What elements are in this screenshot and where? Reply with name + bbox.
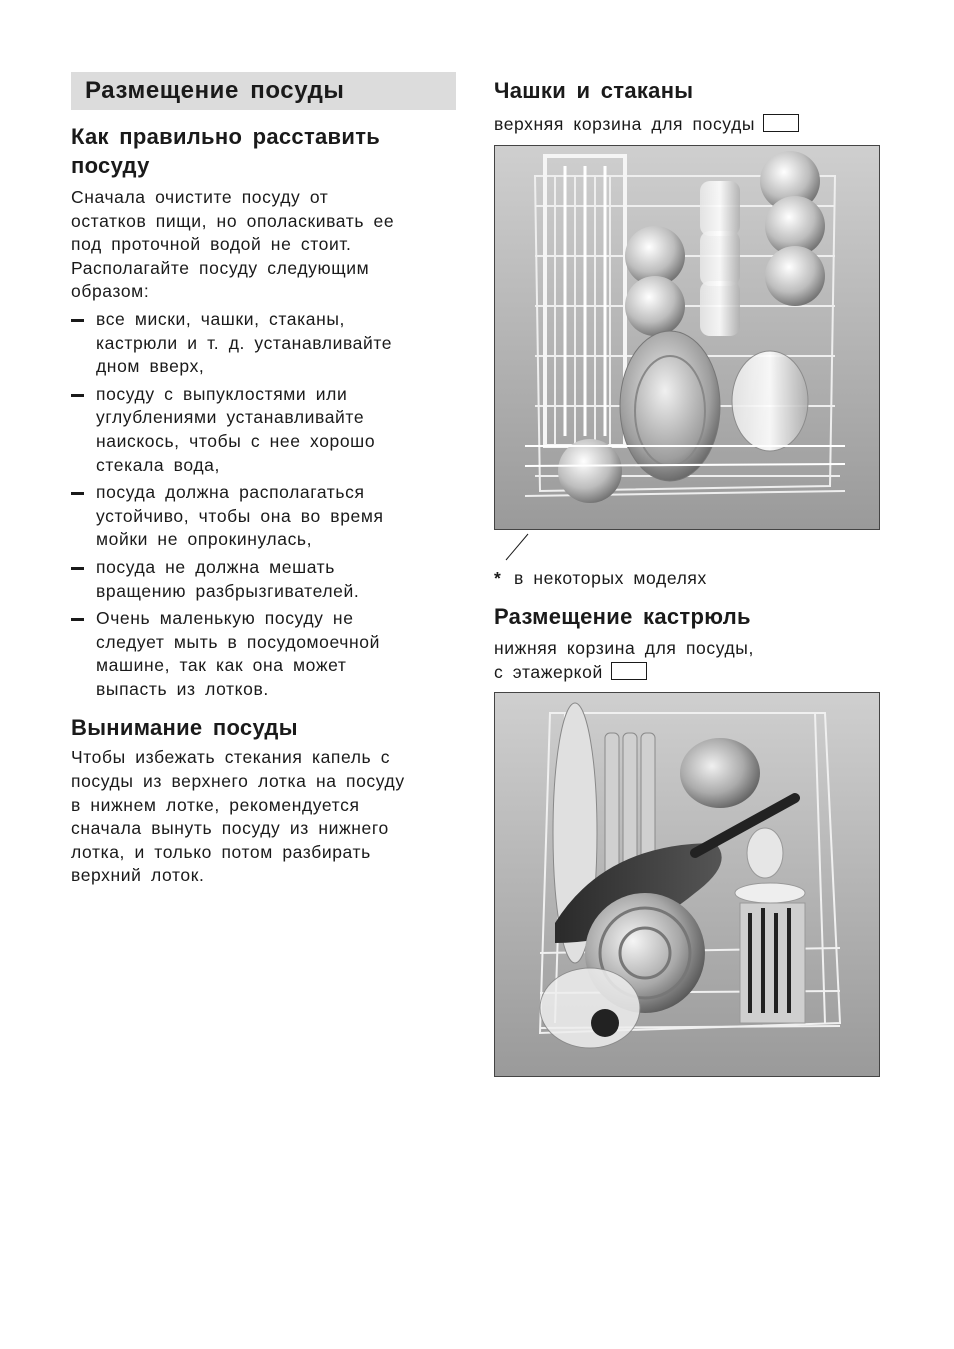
heading-arrange-line2: посуду: [71, 153, 150, 178]
instruction-list: [71, 308, 456, 702]
banner-title: Размещение посуды: [85, 77, 345, 104]
list-item-line: машине, так как она может: [96, 655, 347, 676]
list-item: [71, 383, 456, 477]
pots-caption-line1: нижняя корзина для посуды,: [494, 638, 754, 659]
pots-caption-text: с этажеркой: [494, 661, 603, 682]
list-item-line: углублениями устанавливайте: [96, 407, 365, 428]
dash-bullet: [71, 618, 84, 621]
list-item-line: дном вверх,: [96, 356, 205, 377]
list-item: [71, 607, 456, 701]
cups-caption-text: верхняя корзина для посуды: [494, 114, 756, 134]
footnote: [494, 567, 880, 591]
lower-basket-illustration: [495, 693, 879, 1076]
list-item-line: наискось, чтобы с нее хорошо: [96, 430, 376, 451]
heading-pots: Размещение кастрюль: [494, 604, 751, 630]
removal-line: сначала вынуть посуду из нижнего: [71, 818, 389, 839]
removal-line: посуды из верхнего лотка на посуду: [71, 771, 405, 792]
intro-paragraph: [71, 186, 456, 304]
list-item-line: выпасть из лотков.: [96, 678, 269, 699]
pointer-line: [504, 532, 534, 562]
intro-line: Сначала очистите посуду от: [71, 187, 329, 207]
list-item-line: кастрюли и т. д. устанавливайте: [96, 332, 393, 353]
list-item-line: устойчиво, чтобы она во время: [96, 505, 384, 526]
dash-bullet: [71, 567, 84, 570]
intro-line: образом:: [71, 281, 150, 302]
right-column: [494, 72, 880, 1077]
intro-line: Располагайте посуду следующим: [71, 257, 370, 278]
removal-line: лотка, и только потом разбирать: [71, 841, 371, 862]
lower-basket-image: [494, 692, 880, 1077]
list-item: [71, 308, 456, 379]
list-item-line: следует мыть в посудомоечной: [96, 631, 380, 652]
list-item: [71, 556, 456, 603]
removal-paragraph: [71, 746, 456, 888]
list-item-line: посуда должна располагаться: [96, 482, 365, 503]
dash-bullet: [71, 492, 84, 495]
footnote-text: в некоторых моделях: [514, 567, 707, 588]
removal-line: Чтобы избежать стекания капель с: [71, 747, 391, 768]
section-banner: [71, 72, 456, 110]
list-item-line: мойки не опрокинулась,: [96, 529, 313, 550]
pots-caption-line2: [494, 661, 880, 685]
dash-bullet: [71, 394, 84, 397]
model-checkbox: [611, 662, 647, 680]
list-item-line: все миски, чашки, стаканы,: [96, 308, 345, 329]
upper-basket-illustration: [495, 146, 879, 529]
model-checkbox: [763, 114, 799, 132]
footnote-star: *: [494, 567, 502, 588]
list-item-line: посуду с выпуклостями или: [96, 383, 348, 404]
list-item-line: Очень маленькую посуду не: [96, 608, 354, 629]
heading-cups: Чашки и стаканы: [494, 78, 694, 103]
list-item: [71, 481, 456, 552]
removal-line: верхний лоток.: [71, 865, 205, 886]
dash-bullet: [71, 319, 84, 322]
heading-arrange-line1: Как правильно расставить: [71, 124, 381, 149]
list-item-line: вращению разбрызгивателей.: [96, 580, 360, 601]
heading-removal: Вынимание посуды: [71, 715, 298, 741]
intro-line: под проточной водой не стоит.: [71, 234, 352, 255]
intro-line: остатков пищи, но ополаскивать ее: [71, 210, 395, 231]
heading-arrange: [71, 122, 456, 180]
removal-line: в нижнем лотке, рекомендуется: [71, 794, 360, 815]
list-item-line: стекала вода,: [96, 454, 220, 475]
list-item-line: посуда не должна мешать: [96, 556, 336, 577]
left-column: [71, 72, 456, 888]
upper-basket-image: [494, 145, 880, 530]
cups-caption: [494, 113, 880, 137]
